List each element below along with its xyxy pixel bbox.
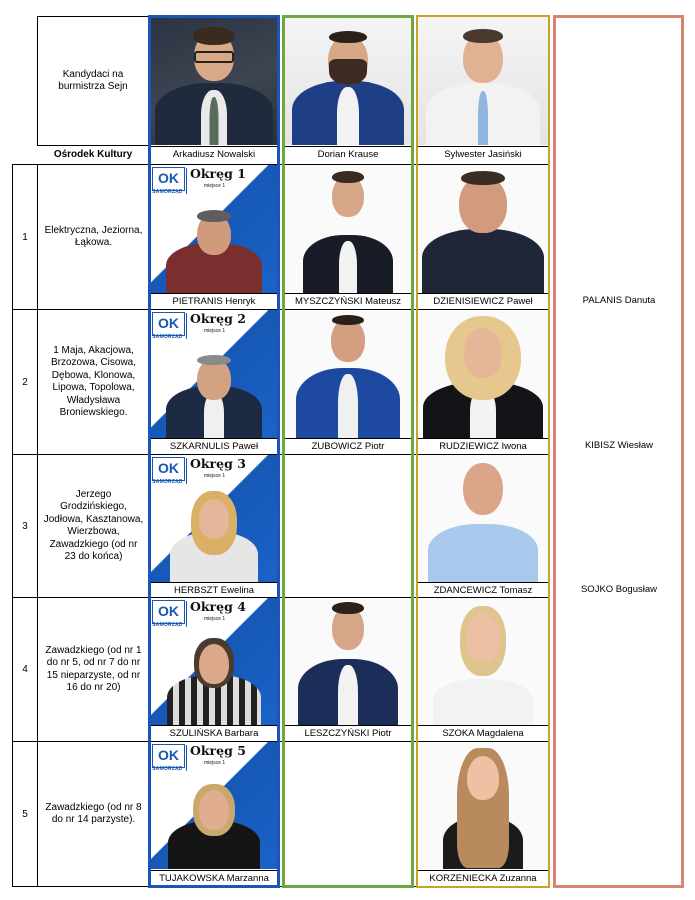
mayor-photo-2 — [284, 17, 412, 145]
okreg-number: 2 — [237, 311, 246, 326]
candidate-photo-d5-c1 — [150, 742, 278, 869]
miejsce-label: miejsce 1 — [204, 328, 226, 334]
miejsce-label: miejsce 1 — [204, 760, 226, 766]
row-divider — [150, 309, 548, 310]
okreg-word: Okręg — [190, 456, 233, 471]
district-streets-text: Jerzego Grodzińskiego, Jodłowa, Kasztanowa, Wierzbowa, Zawadzkiego (od nr 23 do końca) — [43, 488, 144, 562]
mayor-photo-1 — [150, 17, 278, 145]
ok-logo-mark: OK — [152, 744, 185, 768]
row-divider — [150, 597, 548, 598]
candidate-photo-d1-c3 — [418, 165, 548, 293]
candidate-photo-d2-c2 — [284, 310, 412, 438]
mayor-photo-3 — [418, 17, 548, 145]
mayor-name-1: Arkadiusz Nowalski — [150, 146, 278, 162]
candidate-name-d1-c4: PALANIS Danuta — [582, 295, 656, 306]
district-number-text: 5 — [22, 808, 28, 820]
district-streets-3 — [37, 454, 150, 598]
candidate-photo-d2-c3 — [418, 310, 548, 438]
candidate-photo-d3-c3 — [418, 455, 548, 582]
candidate-name-d4-c3: SZOKA Magdalena — [418, 725, 548, 741]
okreg-number: 4 — [237, 599, 246, 614]
district-number-3 — [12, 454, 38, 598]
okreg-number: 1 — [237, 166, 246, 181]
row-divider — [150, 886, 548, 887]
candidate-name-d2-c3: RUDZIEWICZ Iwona — [418, 438, 548, 454]
ok-logo-mark: OK — [152, 312, 185, 336]
district-number-5 — [12, 741, 38, 887]
ok-logo-sub: SAMORZĄD — [152, 622, 183, 628]
ok-samorzad-logo — [152, 312, 272, 342]
district-number-text: 4 — [22, 664, 28, 675]
mayor-name-2: Dorian Krause — [284, 146, 412, 162]
candidate-photo-d1-c1 — [150, 165, 278, 293]
candidate-name-d2-c1: SZKARNULIS Paweł — [150, 438, 278, 454]
ok-samorzad-logo — [152, 457, 272, 487]
ok-samorzad-logo — [152, 167, 272, 197]
row-divider — [150, 164, 548, 165]
district-number-2 — [12, 309, 38, 455]
ok-samorzad-logo — [152, 744, 272, 774]
miejsce-label: miejsce 1 — [204, 616, 226, 622]
candidate-name-d1-c3: DZIENISIEWICZ Paweł — [418, 293, 548, 309]
okreg-number: 3 — [237, 456, 246, 471]
district-streets-text: 1 Maja, Akacjowa, Brzozowa, Cisowa, Dębowa, Klonowa, Lipowa, Topolowa, Władysława Broniewskiego. — [50, 344, 137, 418]
row-divider — [150, 454, 548, 455]
okreg-number: 5 — [237, 743, 246, 758]
district-streets-text: Zawadzkiego (od nr 8 do nr 14 parzyste). — [45, 801, 142, 825]
ok-logo-sub: SAMORZĄD — [152, 189, 183, 195]
ok-samorzad-logo — [152, 600, 272, 630]
candidate-name-d4-c2: LESZCZYŃSKI Piotr — [284, 725, 412, 741]
district-number-1 — [12, 164, 38, 310]
okreg-word: Okręg — [190, 311, 233, 326]
ok-logo-mark: OK — [152, 600, 185, 624]
candidate-name-d5-c3: KORZENIECKA Zuzanna — [418, 870, 548, 886]
candidate-name-d4-c1: SZULIŃSKA Barbara — [150, 725, 278, 741]
district-streets-text: Zawadzkiego (od nr 1 do nr 5, od nr 7 do nr 15 nieparzyste, od nr 16 do nr 20) — [45, 644, 142, 693]
mayor-name-3: Sylwester Jasiński — [418, 146, 548, 162]
candidate-photo-d2-c1 — [150, 310, 278, 438]
ok-logo-sub: SAMORZĄD — [152, 766, 183, 772]
candidate-name-d2-c4: KIBISZ Wiesław — [584, 440, 654, 451]
candidate-photo-d4-c1 — [150, 598, 278, 725]
district-number-4 — [12, 597, 38, 742]
candidate-name-d3-c4: SOJKO Bogusław — [580, 584, 658, 595]
district-number-text: 2 — [22, 376, 28, 388]
miejsce-label: miejsce 1 — [204, 473, 226, 479]
candidate-photo-d3-c1 — [150, 455, 278, 582]
candidate-photo-d5-c3 — [418, 742, 548, 869]
candidate-name-d3-c1: HERBSZT Ewelina — [150, 582, 278, 598]
candidate-name-d1-c1: PIETRANIS Henryk — [150, 293, 278, 309]
district-streets-1 — [37, 164, 150, 310]
district-streets-2 — [37, 309, 150, 455]
district-streets-text: Elektryczna, Jeziorna, Łąkowa. — [44, 224, 143, 248]
okreg-word: Okręg — [190, 599, 233, 614]
district-streets-5 — [37, 741, 150, 887]
candidate-name-d2-c2: ZUBOWICZ Piotr — [284, 438, 412, 454]
district-number-text: 1 — [22, 231, 28, 243]
candidate-photo-d4-c3 — [418, 598, 548, 725]
okreg-word: Okręg — [190, 166, 233, 181]
page-title: Kandydaci na burmistrza Sejn — [58, 68, 128, 92]
candidate-name-d3-c3: ZDANCEWICZ Tomasz — [418, 582, 548, 598]
candidate-name-d5-c1: TUJAKOWSKA Marzanna — [150, 870, 278, 886]
venue-text: Ośrodek Kultury — [53, 148, 133, 160]
ok-logo-mark: OK — [152, 457, 185, 481]
district-streets-4 — [37, 597, 150, 742]
ok-logo-sub: SAMORZĄD — [152, 479, 183, 485]
miejsce-label: miejsce 1 — [204, 183, 226, 189]
ok-logo-mark: OK — [152, 167, 185, 191]
okreg-word: Okręg — [190, 743, 233, 758]
row-divider — [150, 741, 548, 742]
candidate-photo-d1-c2 — [284, 165, 412, 293]
candidate-photo-d4-c2 — [284, 598, 412, 725]
candidate-name-d1-c2: MYSZCZYŃSKI Mateusz — [284, 293, 412, 309]
header-title-cell — [37, 16, 149, 146]
ok-logo-sub: SAMORZĄD — [152, 334, 183, 340]
district-number-text: 3 — [22, 520, 28, 532]
venue-label — [37, 146, 149, 164]
